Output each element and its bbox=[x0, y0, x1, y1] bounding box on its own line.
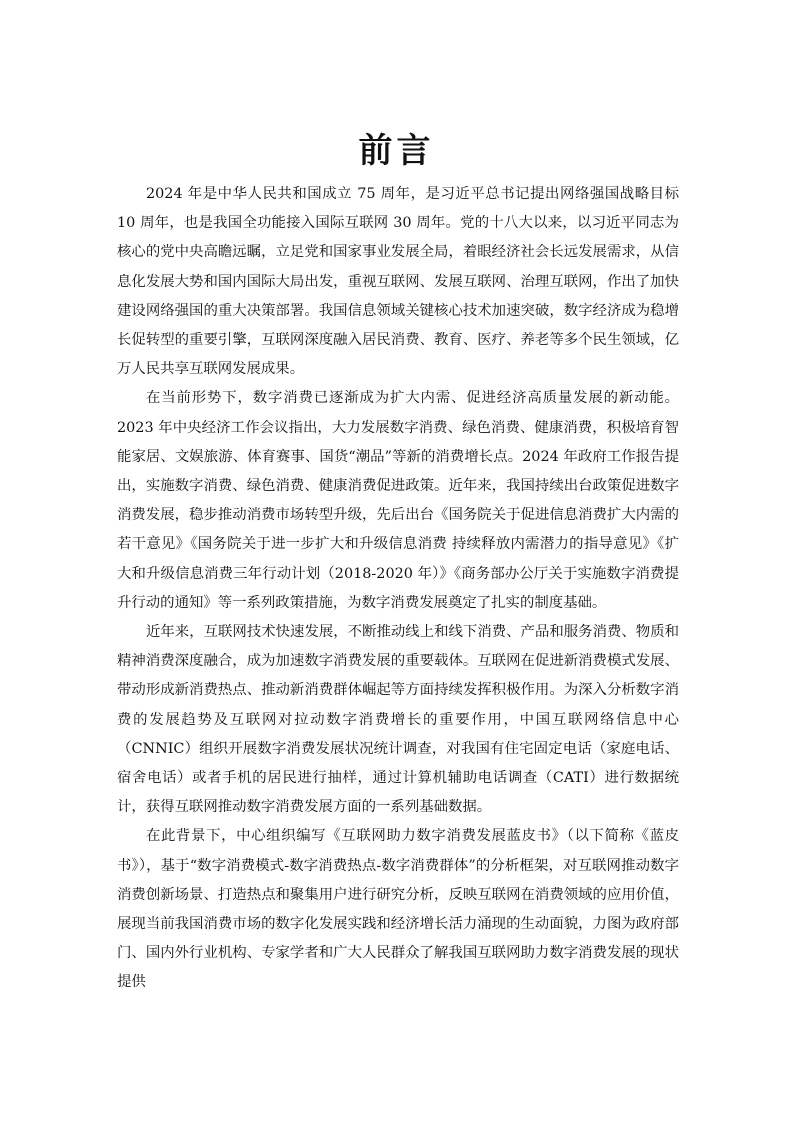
page-title: 前言 bbox=[358, 130, 435, 171]
body-text bbox=[117, 180, 679, 998]
paragraph-1: 2024 年是中华人民共和国成立 75 周年，是习近平总书记提出网络强国战略目标 10 周年，也是我国全功能接入国际互联网 30 周年。党的十八大以来，以习近平同志为核心的党中央高瞻远瞩，立足党和国家事业发展全局，着眼经济社会长远发展需求，从信息化发展大势和国内国际大局出发，重视互联网、发展互联网、治理互联网，作出了加快建设网络强国的重大决策部署。我国信息领域关键核心技术加速突破，数字经济成为稳增长促转型的重要引擎，互联网深度融入居民消费、教育、医疗、养老等多个民生领域，亿万人民共享互联网发展成果。 bbox=[117, 186, 679, 378]
paragraph-3: 近年来，互联网技术快速发展，不断推动线上和线下消费、产品和服务消费、物质和精神消费深度融合，成为加速数字消费发展的重要载体。互联网在促进新消费模式发展、带动形成新消费热点、推动新消费群体崛起等方面持续发挥积极作用。为深入分析数字消费的发展趋势及互联网对拉动数字消费增长的重要作用，中国互联网络信息中心（CNNIC）组织开展数字消费发展状况统计调查，对我国有住宅固定电话（家庭电话、宿舍电话）或者手机的居民进行抽样，通过计算机辅助电话调查（CATI）进行数据统计，获得互联网推动数字消费发展方面的一系列基础数据。 bbox=[117, 624, 679, 816]
paragraph-2: 在当前形势下，数字消费已逐渐成为扩大内需、促进经济高质量发展的新动能。2023 年中央经济工作会议指出，大力发展数字消费、绿色消费、健康消费，积极培育智能家居、文娱旅游、体育赛事、国货“潮品”等新的消费增长点。2024 年政府工作报告提出，实施数字消费、绿色消费、健康消费促进政策。近年来，我国持续出台政策促进数字消费发展，稳步推动消费市场转型升级，先后出台《国务院关于促进信息消费扩大内需的若干意见》《国务院关于进一步扩大和升级信息消费 持续释放内需潜力的指导意见》《扩大和升级信息消费三年行动计划（2018-2020 年）》《商务部办公厅关于实施数字消费提升行动的通知》等一系列政策措施，为数字消费发展奠定了扎实的制度基础。 bbox=[117, 390, 679, 611]
paragraph-4: 在此背景下，中心组织编写《互联网助力数字消费发展蓝皮书》（以下简称《蓝皮书》），基于“数字消费模式-数字消费热点-数字消费群体”的分析框架，对互联网推动数字消费创新场景、打造热点和聚集用户进行研究分析，反映互联网在消费领域的应用价值，展现当前我国消费市场的数字化发展实践和经济增长活力涌现的生动面貌，力图为政府部门、国内外行业机构、专家学者和广大人民群众了解我国互联网助力数字消费发展的现状提供 bbox=[117, 828, 679, 991]
